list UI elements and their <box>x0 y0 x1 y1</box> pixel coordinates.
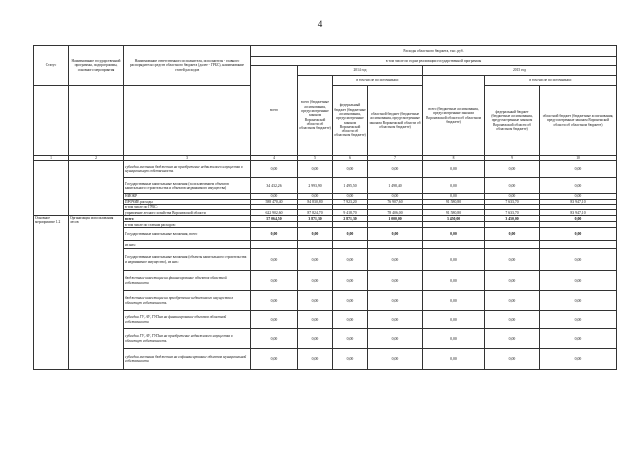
value-cell: 87 824,70 <box>298 210 333 216</box>
value-cell: 0,00 <box>368 194 423 199</box>
header-col-reg-2014: областной бюджет (бюджетные ассигнования, предусмотренные законом Воронежской области об областном бюджете) <box>368 86 423 156</box>
name-cell-top <box>69 161 124 216</box>
colnum: 2 <box>69 156 124 161</box>
row-label: субсидии ГУ, АУ, ГУПам на финансирование объектов областной собственности <box>124 311 251 329</box>
colnum: 9 <box>485 156 540 161</box>
value-cell: 0,00 <box>485 349 540 370</box>
value-cell: 0,00 <box>298 311 333 329</box>
value-cell: 0,00 <box>540 216 617 222</box>
value-cell: 0,00 <box>423 178 485 194</box>
value-cell: 7 633,70 <box>485 199 540 204</box>
value-cell: 0,00 <box>540 228 617 241</box>
row-label: Государственные капитальные вложения, всего <box>124 228 251 241</box>
row-label: всего <box>124 216 251 222</box>
value-cell: 34 432,26 <box>251 178 298 194</box>
value-cell: 1 495,50 <box>333 178 368 194</box>
value-cell: 9 418,70 <box>333 210 368 216</box>
value-cell: 0,00 <box>298 161 333 178</box>
header-col-fed-2014: федеральный бюджет (бюджетные ассигнования, предусмотренные законом Воронежской области об областном бюджете) <box>333 86 368 156</box>
value-cell: 83 947,10 <box>540 210 617 216</box>
value-cell: 0,00 <box>298 228 333 241</box>
value-cell: 0,00 <box>485 291 540 311</box>
value-cell: 0,00 <box>540 349 617 370</box>
colnum: 3 <box>124 156 251 161</box>
value-cell: 0,00 <box>333 249 368 271</box>
header-filler-executor <box>124 86 251 156</box>
header-status: Статус <box>34 46 69 86</box>
value-cell: 0,00 <box>540 194 617 199</box>
value-cell: 1 000,00 <box>368 216 423 222</box>
row-label: Государственные капитальные вложения (объекты капитального строительства и недвижимое имущество), из них: <box>124 249 251 271</box>
value-cell: 0,00 <box>485 329 540 349</box>
value-cell: 0,00 <box>540 329 617 349</box>
colnum: 10 <box>540 156 617 161</box>
empty-cell <box>368 241 423 249</box>
value-cell: 0,00 <box>368 161 423 178</box>
value-cell: 78 406,00 <box>368 210 423 216</box>
value-cell: 0,00 <box>485 194 540 199</box>
value-cell: 0,00 <box>368 349 423 370</box>
row-label: бюджетные инвестиции на финансирование объектов областной собственности <box>124 271 251 291</box>
value-cell: 0,00 <box>298 349 333 370</box>
colnum: 1 <box>34 156 69 161</box>
value-cell: 0,00 <box>251 311 298 329</box>
row-label: субсидии ГУ, АУ, ГУПам на приобретение недвижимого имущества в областную собственность <box>124 329 251 349</box>
event-name-cell: Организация использования лесов <box>69 216 124 370</box>
value-cell: 91 580,80 <box>423 210 485 216</box>
value-cell: 3 871,30 <box>298 216 333 222</box>
header-filler-status <box>34 86 69 156</box>
status-cell: Основное мероприятие 1.2 <box>34 216 69 370</box>
header-col-total-2014: всего (бюджетные ассигнования, предусмотренные законом Воронежской области об областном бюджете) <box>298 76 333 156</box>
value-cell: 0,00 <box>485 249 540 271</box>
value-cell: 0,00 <box>298 291 333 311</box>
value-cell: 0,00 <box>298 271 333 291</box>
value-cell: 0,00 <box>333 311 368 329</box>
value-cell: 0,00 <box>540 311 617 329</box>
value-cell: 0,00 <box>333 329 368 349</box>
value-cell: 0,00 <box>368 271 423 291</box>
value-cell: 0,00 <box>333 291 368 311</box>
value-cell: 0,00 <box>333 271 368 291</box>
value-cell: 84 830,80 <box>298 199 333 204</box>
value-cell: 2 871,30 <box>333 216 368 222</box>
value-cell: 0,00 <box>423 161 485 178</box>
value-cell: 0,00 <box>298 329 333 349</box>
value-cell: 0,00 <box>333 161 368 178</box>
empty-cell <box>423 241 485 249</box>
value-cell: 0,00 <box>485 311 540 329</box>
value-cell: 0,00 <box>251 228 298 241</box>
empty-cell <box>540 241 617 249</box>
value-cell: 0,00 <box>251 249 298 271</box>
value-cell: 0,00 <box>540 291 617 311</box>
header-col-reg-2015: областной бюджет (бюджетные ассигнования, предусмотренные законом Воронежской области об областном бюджете) <box>540 86 617 156</box>
value-cell: 76 907,60 <box>368 199 423 204</box>
empty-cell <box>485 241 540 249</box>
value-cell: 0,00 <box>485 161 540 178</box>
value-cell: 0,00 <box>333 349 368 370</box>
header-total: всего <box>251 66 298 156</box>
value-cell: 7 633,70 <box>485 210 540 216</box>
value-cell: 83 947,10 <box>540 199 617 204</box>
value-cell: 7 923,20 <box>333 199 368 204</box>
value-cell: 91 580,80 <box>423 199 485 204</box>
empty-cell <box>333 241 368 249</box>
value-cell: 622 902,60 <box>251 210 298 216</box>
status-cell-top <box>34 161 69 216</box>
budget-table <box>33 45 617 370</box>
header-executor: Наименование ответственного исполнителя, исполнителя - главного распорядителя средств областного бюджета (далее - ГРБС), наименование статей расходов <box>124 46 251 86</box>
header-by-sources-2015: в том числе по источникам: <box>485 76 617 86</box>
row-label: субсидии местным бюджетам на софинансирование объектов муниципальной собственности <box>124 349 251 370</box>
value-cell: 0,00 <box>298 249 333 271</box>
value-cell: 0,00 <box>423 349 485 370</box>
value-cell: 0,00 <box>251 161 298 178</box>
header-col-total-2015: всего (бюджетные ассигнования, предусмотренные законом Воронежской области об областном бюджете) <box>423 76 485 156</box>
empty-cell <box>251 241 298 249</box>
row-label: ПРОЧИЕ расходы <box>124 199 251 204</box>
value-cell: 0,00 <box>251 291 298 311</box>
header-years-caption: в том числе по годам реализации государственной программы <box>251 57 617 66</box>
header-by-sources-2014: в том числе по источникам: <box>333 76 423 86</box>
value-cell: 57 064,50 <box>251 216 298 222</box>
row-label: бюджетные инвестиции на приобретение недвижимого имущества в областную собственность <box>124 291 251 311</box>
value-cell: 0,00 <box>540 161 617 178</box>
row-label: в том числе по статьям расходов: <box>124 222 251 228</box>
colnum: 7 <box>368 156 423 161</box>
value-cell: 0,00 <box>423 329 485 349</box>
value-cell: 0,00 <box>298 194 333 199</box>
value-cell: 0,00 <box>540 271 617 291</box>
value-cell: 0,00 <box>540 249 617 271</box>
value-cell: 0,00 <box>540 178 617 194</box>
value-cell: 588 470,40 <box>251 199 298 204</box>
colnum: 8 <box>423 156 485 161</box>
value-cell: 0,00 <box>485 178 540 194</box>
value-cell: 0,00 <box>485 228 540 241</box>
value-cell: 0,00 <box>368 228 423 241</box>
value-cell: 0,00 <box>368 249 423 271</box>
value-cell: 0,00 <box>333 194 368 199</box>
header-expenses: Расходы областного бюджета, тыс. руб. <box>251 46 617 57</box>
colnum: 5 <box>298 156 333 161</box>
value-cell: 3 450,00 <box>485 216 540 222</box>
value-cell: 0,00 <box>368 329 423 349</box>
row-label: управление лесного хозяйства Воронежской области <box>124 210 251 216</box>
row-label: Государственные капитальные вложения (за исключением объектов капитального строительства и объектов недвижимого имущества) <box>124 178 251 194</box>
colnum: 4 <box>251 156 298 161</box>
header-year-2014: 2014 год <box>298 66 423 76</box>
value-cell: 2 993,90 <box>298 178 333 194</box>
value-cell: 0,00 <box>423 249 485 271</box>
value-cell: 0,00 <box>423 311 485 329</box>
row-label: из них: <box>124 241 251 249</box>
value-cell: 0,00 <box>251 194 298 199</box>
row-label: НИОКР <box>124 194 251 199</box>
row-label: субсидии местным бюджетам на приобретение недвижимого имущества в муниципальную собственность <box>124 161 251 178</box>
header-program-name: Наименование государственной программы, подпрограммы, основного мероприятия <box>69 46 124 86</box>
value-cell: 1 498,40 <box>368 178 423 194</box>
value-cell: 0,00 <box>251 329 298 349</box>
value-cell: 0,00 <box>423 228 485 241</box>
empty-cell <box>298 241 333 249</box>
header-filler-name <box>69 86 124 156</box>
colnum: 6 <box>333 156 368 161</box>
value-cell: 0,00 <box>368 311 423 329</box>
header-col-fed-2015: федеральный бюджет (бюджетные ассигнования, предусмотренные законом Воронежской области об областном бюджете) <box>485 86 540 156</box>
row-label: в том числе по ГРБС: <box>124 204 251 209</box>
value-cell: 0,00 <box>368 291 423 311</box>
value-cell: 0,00 <box>423 271 485 291</box>
page-number: 4 <box>317 19 323 29</box>
value-cell: 0,00 <box>333 228 368 241</box>
value-cell: 0,00 <box>423 194 485 199</box>
value-cell: 0,00 <box>251 271 298 291</box>
value-cell: 3 450,00 <box>423 216 485 222</box>
value-cell: 0,00 <box>423 291 485 311</box>
value-cell: 0,00 <box>251 349 298 370</box>
header-year-2015: 2015 год <box>423 66 617 76</box>
value-cell: 0,00 <box>485 271 540 291</box>
